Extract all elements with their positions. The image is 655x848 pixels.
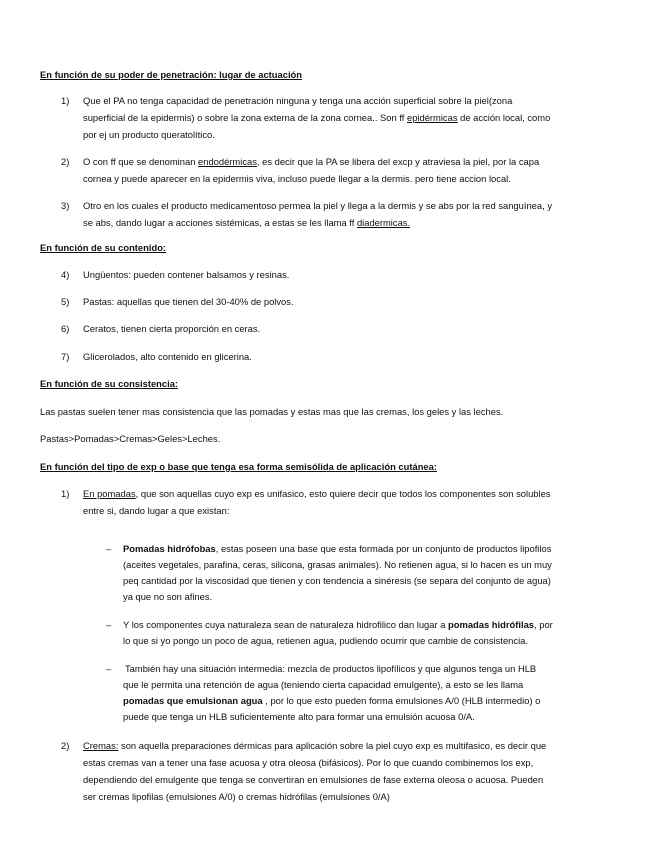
list-item-text: cornea y puede aparecer en la epidermis viva, incluso puede llegar a la dermis. pero tiene accion local. (83, 173, 511, 184)
list-item-text (83, 215, 410, 231)
list-item-text: Que el PA no tenga capacidad de penetración ninguna y tenga una acción superficial sobre la piel(zona (83, 95, 513, 106)
paragraph: Pastas>Pomadas>Cremas>Geles>Leches. (40, 433, 221, 444)
bullet-text (123, 541, 551, 557)
text-run: se abs, dando lugar a acciones sistémicas, a estas se les llama ff (83, 217, 355, 228)
heading-tipo-base: En función del tipo de exp o base que tenga esa forma semisólida de aplicación cutánea: (40, 461, 437, 472)
term-pomadas-emulsionan-agua: pomadas que emulsionan agua (123, 695, 263, 706)
bullet-text (123, 617, 553, 633)
text-run: , estas poseen una base que esta formada por un conjunto de productos lipofilos (215, 543, 552, 554)
heading-consistencia: En función de su consistencia: (40, 378, 179, 389)
list-number: 2) (61, 740, 70, 751)
list-item-text (83, 486, 550, 502)
paragraph: Las pastas suelen tener mas consistencia que las pomadas y estas mas que las cremas, los geles y las leches. (40, 406, 504, 417)
list-item-text: dependiendo del emulgente que tenga se convertiran en emulsiones de fase externa oleosa o acuosa. Pueden (83, 774, 544, 785)
bullet-text (123, 693, 540, 709)
text-run: , que son aquellas cuyo exp es unifasico, esto quiere decir que todos los componentes son solubles (135, 488, 551, 499)
text-run: , por (534, 619, 553, 630)
term-pomadas-hidrofilas: pomadas hidrófilas (448, 619, 535, 630)
list-number: 2) (61, 156, 70, 167)
text-run: Y los componentes cuya naturaleza sean de naturaleza hidrofilico dan lugar a (123, 619, 446, 630)
list-item-text: Ungüentos: pueden contener balsamos y resinas. (83, 269, 290, 280)
text-run: superficial de la epidermis) o sobre la zona externa de la zona cornea.. Son ff (83, 112, 405, 123)
list-number: 4) (61, 269, 70, 280)
bullet-text: que le permita una retención de agua (teniendo cierta capacidad emulgente), a esto se les llama (123, 679, 524, 690)
heading-poder-penetracion: En función de su poder de penetración: lugar de actuación (40, 69, 303, 80)
term-endodermicas: endodérmicas (198, 156, 257, 167)
bullet-dash: – (106, 663, 112, 674)
list-item-text (83, 738, 546, 754)
term-en-pomadas: En pomadas (83, 488, 136, 499)
list-item-text (83, 154, 539, 170)
bullet-text: (aceites vegetales, parafina, ceras, silicona, grasas animales). No retienen agua, si lo hacen es un muy (123, 559, 552, 570)
bullet-text: lo que si yo pongo un poco de agua, retienen agua, pudiendo ocurrir que cambie de consistencia. (123, 635, 528, 646)
list-item-text: Otro en los cuales el producto medicamentoso permea la piel y llega a la dermis y se abs por la red sanguínea, y (83, 200, 553, 211)
list-item-text (83, 110, 550, 126)
list-number: 6) (61, 323, 70, 334)
list-number: 1) (61, 95, 70, 106)
text-run: , es decir que la PA se libera del excp y atraviesa la piel, por la capa (256, 156, 540, 167)
text-run: , por lo que esto pueden forma emulsiones A/0 (HLB intermedio) o (265, 695, 541, 706)
list-item-text: Ceratos, tienen cierta proporción en ceras. (83, 323, 261, 334)
list-item-text: Pastas: aquellas que tienen del 30-40% de polvos. (83, 296, 294, 307)
list-number: 5) (61, 296, 70, 307)
list-item-text: Glicerolados, alto contenido en glicerina. (83, 351, 252, 362)
list-item-text: entre si, dando lugar a que existan: (83, 505, 230, 516)
text-run: son aquella preparaciones dérmicas para aplicación sobre la piel cuyo exp es multifasico, es decir que (121, 740, 547, 751)
term-epidermicas: epidérmicas (406, 112, 458, 123)
bullet-text: peq cantidad por la viscosidad que tienen y con tendencia a sinéresis (se separa del conjunto de agua) (123, 575, 551, 586)
list-number: 3) (61, 200, 70, 211)
bullet-text: ya que no son afines. (123, 591, 213, 602)
list-item-text: estas cremas van a tener una fase acuosa y otra oleosa (bifásicos). Por lo que cuando combinemos los exp, (83, 757, 534, 768)
bullet-text: También hay una situación intermedia: mezcla de productos lipofílicos y que algunos tenga un HLB (125, 663, 537, 674)
term-cremas: Cremas: (83, 740, 119, 751)
heading-contenido: En función de su contenido: (40, 242, 167, 253)
text-run: de acción local, como (460, 112, 551, 123)
list-item-text: ser cremas lipofilas (emulsiones A/0) o cremas hidrófilas (emulsiones 0/A) (83, 791, 390, 802)
bullet-text: puede que tenga un HLB suficientemente alto para formar una emulsión acuosa 0/A. (123, 711, 475, 722)
bullet-dash: – (106, 619, 112, 630)
term-pomadas-hidrofobas: Pomadas hidrófobas (123, 543, 216, 554)
text-run: O con ff que se denominan (83, 156, 196, 167)
list-item-text: por ej un producto queratolítico. (83, 129, 215, 140)
list-number: 1) (61, 488, 70, 499)
bullet-dash: – (106, 543, 112, 554)
term-diadermicas: diadermicas. (356, 217, 411, 228)
list-number: 7) (61, 351, 70, 362)
